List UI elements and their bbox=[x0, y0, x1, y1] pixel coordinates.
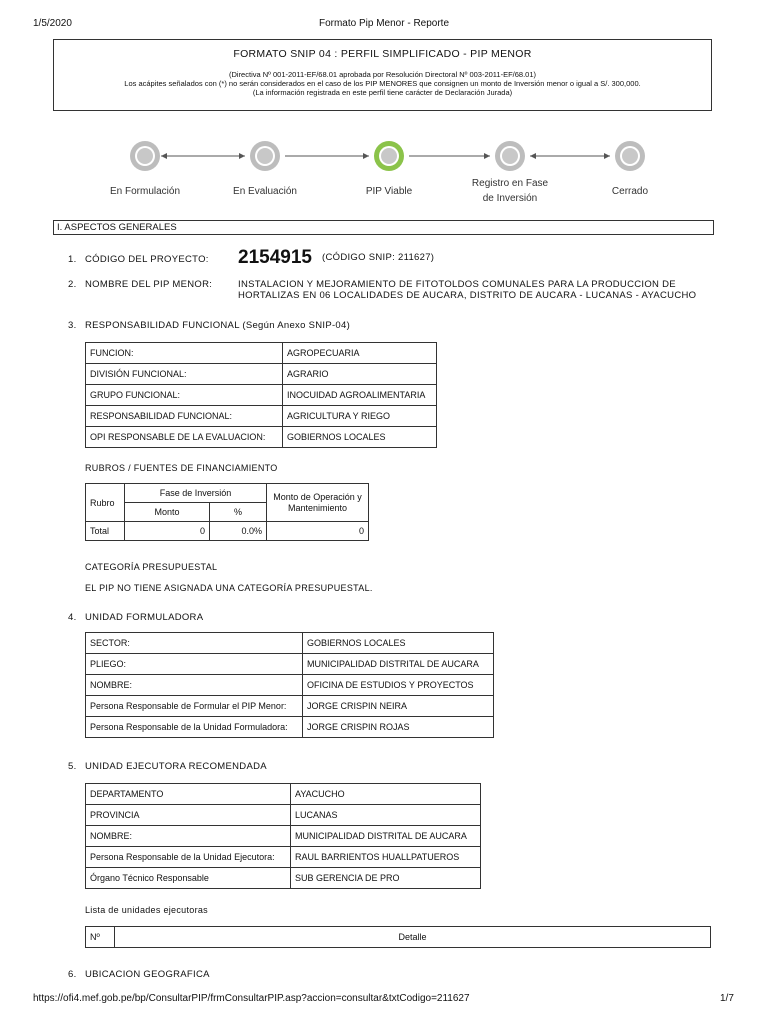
unidad-formuladora-rows bbox=[86, 633, 494, 738]
table-row bbox=[86, 696, 494, 717]
project-code-label: CÓDIGO DEL PROYECTO: bbox=[85, 254, 209, 265]
rubros-total-pct: 0.0% bbox=[210, 522, 267, 541]
row-label: GRUPO FUNCIONAL: bbox=[86, 385, 283, 406]
row-value: AYACUCHO bbox=[291, 784, 481, 805]
item-number: 2. bbox=[68, 279, 77, 290]
row-label: NOMBRE: bbox=[86, 675, 303, 696]
functional-responsibility-label: RESPONSABILIDAD FUNCIONAL (Según Anexo SNIP-04) bbox=[85, 320, 351, 331]
project-name: INSTALACION Y MEJORAMIENTO DE FITOTOLDOS COMUNALES PARA LA PRODUCCION DE HORTALIZAS EN 06 LOCALIDADES DE AUCARA, DISTRITO DE AUCARA - LUCANAS - AYACUCHO bbox=[238, 279, 697, 301]
table-row bbox=[86, 343, 437, 364]
project-name-label: NOMBRE DEL PIP MENOR: bbox=[85, 279, 213, 290]
lista-unidades-title: Lista de unidades ejecutoras bbox=[85, 905, 208, 915]
row-label: DIVISIÓN FUNCIONAL: bbox=[86, 364, 283, 385]
rubros-header-om: Monto de Operación y Mantenimiento bbox=[267, 484, 369, 522]
functional-responsibility-rows bbox=[86, 343, 437, 448]
section-aspectos-generales: I. ASPECTOS GENERALES bbox=[53, 220, 714, 235]
ubicacion-geografica-label: UBICACION GEOGRAFICA bbox=[85, 969, 210, 980]
categoria-title: CATEGORÍA PRESUPUESTAL bbox=[85, 562, 218, 572]
unidad-ejecutora-table bbox=[85, 783, 481, 889]
row-label: PLIEGO: bbox=[86, 654, 303, 675]
rubros-total-om: 0 bbox=[267, 522, 369, 541]
page-number: 1/7 bbox=[720, 993, 734, 1004]
step-label-evaluacion: En Evaluación bbox=[233, 186, 297, 197]
snip-code: (CÓDIGO SNIP: 211627) bbox=[322, 252, 435, 263]
rubros-total-label: Total bbox=[86, 522, 125, 541]
table-row bbox=[86, 826, 481, 847]
item-number: 3. bbox=[68, 320, 77, 331]
row-value: OFICINA DE ESTUDIOS Y PROYECTOS bbox=[303, 675, 494, 696]
rubros-header-pct: % bbox=[210, 503, 267, 522]
arrow-left-icon bbox=[161, 153, 167, 159]
row-value: MUNICIPALIDAD DISTRITAL DE AUCARA bbox=[291, 826, 481, 847]
row-label: PROVINCIA bbox=[86, 805, 291, 826]
row-label: DEPARTAMENTO bbox=[86, 784, 291, 805]
row-label: FUNCION: bbox=[86, 343, 283, 364]
footer-url: https://ofi4.mef.gob.pe/bp/ConsultarPIP/frmConsultarPIP.asp?accion=consultar&txtCodigo=211627 bbox=[33, 993, 470, 1004]
rubros-header-rubro: Rubro bbox=[86, 484, 125, 522]
step-circle-registro bbox=[495, 141, 525, 171]
row-value: JORGE CRISPIN NEIRA bbox=[303, 696, 494, 717]
row-value: GOBIERNOS LOCALES bbox=[303, 633, 494, 654]
row-label: Órgano Técnico Responsable bbox=[86, 868, 291, 889]
format-directive: (Directiva Nº 001-2011-EF/68.01 aprobada por Resolución Directoral Nº 003-2011-EF/68.01) bbox=[228, 70, 537, 79]
arrow-right-icon bbox=[363, 153, 369, 159]
item-number: 1. bbox=[68, 254, 77, 265]
row-value: RAUL BARRIENTOS HUALLPATUEROS bbox=[291, 847, 481, 868]
categoria-text: EL PIP NO TIENE ASIGNADA UNA CATEGORÍA PRESUPUESTAL. bbox=[85, 583, 373, 593]
unidad-formuladora-label: UNIDAD FORMULADORA bbox=[85, 612, 204, 623]
step-label-formulacion: En Formulación bbox=[109, 186, 181, 197]
row-value: INOCUIDAD AGROALIMENTARIA bbox=[283, 385, 437, 406]
row-value: SUB GERENCIA DE PRO bbox=[291, 868, 481, 889]
step-circle-viable bbox=[374, 141, 404, 171]
row-label: NOMBRE: bbox=[86, 826, 291, 847]
rubros-title: RUBROS / FUENTES DE FINANCIAMIENTO bbox=[85, 463, 278, 473]
step-circle-evaluacion bbox=[250, 141, 280, 171]
print-title: Formato Pip Menor - Reporte bbox=[318, 18, 450, 29]
row-label: OPI RESPONSABLE DE LA EVALUACION: bbox=[86, 427, 283, 448]
functional-responsibility-table bbox=[85, 342, 437, 448]
table-row bbox=[86, 427, 437, 448]
table-row bbox=[86, 847, 481, 868]
format-title-box bbox=[53, 39, 712, 111]
step-label-viable: PIP Viable bbox=[365, 186, 413, 197]
table-row bbox=[86, 784, 481, 805]
row-value: AGRARIO bbox=[283, 364, 437, 385]
print-date: 1/5/2020 bbox=[33, 18, 72, 29]
table-row bbox=[86, 385, 437, 406]
arrow-left-icon bbox=[530, 153, 536, 159]
arrow-right-icon bbox=[239, 153, 245, 159]
lista-unidades-table bbox=[85, 926, 711, 948]
table-row bbox=[86, 364, 437, 385]
item-number: 5. bbox=[68, 761, 77, 772]
project-code: 2154915 bbox=[238, 247, 312, 268]
table-row bbox=[86, 654, 494, 675]
table-row bbox=[86, 805, 481, 826]
table-row bbox=[86, 717, 494, 738]
row-value: AGRICULTURA Y RIEGO bbox=[283, 406, 437, 427]
lista-header-detalle: Detalle bbox=[115, 927, 711, 948]
unidad-formuladora-table bbox=[85, 632, 494, 738]
row-value: GOBIERNOS LOCALES bbox=[283, 427, 437, 448]
table-row bbox=[86, 675, 494, 696]
row-label: Persona Responsable de la Unidad Ejecutora: bbox=[86, 847, 291, 868]
item-number: 4. bbox=[68, 612, 77, 623]
arrow-right-icon bbox=[484, 153, 490, 159]
rubros-total-monto: 0 bbox=[125, 522, 210, 541]
step-label-registro: Registro en Fase de Inversión bbox=[471, 178, 549, 204]
row-value: JORGE CRISPIN ROJAS bbox=[303, 717, 494, 738]
arrow-right-icon bbox=[604, 153, 610, 159]
row-value: AGROPECUARIA bbox=[283, 343, 437, 364]
status-progress bbox=[0, 135, 768, 180]
step-label-cerrado: Cerrado bbox=[611, 186, 649, 197]
unidad-ejecutora-label: UNIDAD EJECUTORA RECOMENDADA bbox=[85, 761, 267, 772]
rubros-table bbox=[85, 483, 369, 541]
step-circle-formulacion bbox=[130, 141, 160, 171]
unidad-ejecutora-rows bbox=[86, 784, 481, 889]
format-title: FORMATO SNIP 04 : PERFIL SIMPLIFICADO - PIP MENOR bbox=[233, 48, 532, 60]
table-row bbox=[86, 633, 494, 654]
table-row bbox=[86, 406, 437, 427]
step-circle-cerrado bbox=[615, 141, 645, 171]
rubros-header-fase: Fase de Inversión bbox=[125, 484, 267, 503]
row-label: RESPONSABILIDAD FUNCIONAL: bbox=[86, 406, 283, 427]
row-label: SECTOR: bbox=[86, 633, 303, 654]
item-number: 6. bbox=[68, 969, 77, 980]
rubros-header-monto: Monto bbox=[125, 503, 210, 522]
row-label: Persona Responsable de la Unidad Formuladora: bbox=[86, 717, 303, 738]
format-declaration: (La información registrada en este perfil tiene carácter de Declaración Jurada) bbox=[252, 88, 513, 97]
lista-header-num: Nº bbox=[86, 927, 115, 948]
table-row bbox=[86, 868, 481, 889]
row-label: Persona Responsable de Formular el PIP Menor: bbox=[86, 696, 303, 717]
row-value: LUCANAS bbox=[291, 805, 481, 826]
row-value: MUNICIPALIDAD DISTRITAL DE AUCARA bbox=[303, 654, 494, 675]
format-note: Los acápites señalados con (*) no serán considerados en el caso de los PIP MENORES que consignen un monto de Inversión menor o igual a S/. 300,000. bbox=[124, 79, 641, 88]
